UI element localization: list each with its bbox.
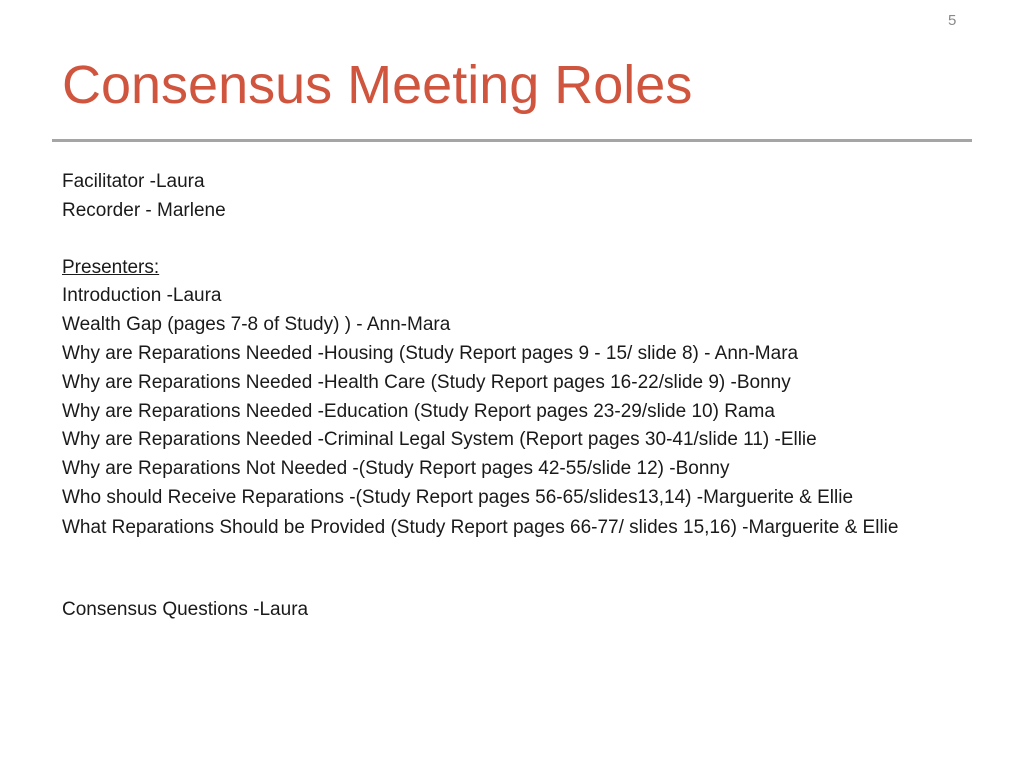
presenter-item: Why are Reparations Not Needed -(Study Report pages 42-55/slide 12) -Bonny (62, 458, 730, 480)
presenter-item: Why are Reparations Needed -Criminal Legal System (Report pages 30-41/slide 11) -Ellie (62, 429, 817, 451)
slide-title: Consensus Meeting Roles (62, 55, 693, 115)
presenters-list (62, 282, 962, 538)
presenter-item: Introduction -Laura (62, 285, 222, 307)
facilitator-line: Facilitator -Laura (62, 171, 205, 192)
presenter-item: Wealth Gap (pages 7-8 of Study) ) - Ann-Mara (62, 314, 451, 336)
slide-number: 5 (948, 12, 957, 29)
presenter-item: Who should Receive Reparations -(Study Report pages 56-65/slides13,14) -Marguerite & Ellie (62, 486, 854, 508)
presenter-item: Why are Reparations Needed -Education (Study Report pages 23-29/slide 10) Rama (62, 400, 775, 422)
spacer (62, 226, 962, 254)
recorder-line: Recorder - Marlene (62, 199, 226, 221)
spacer (62, 539, 962, 596)
consensus-questions-line: Consensus Questions -Laura (62, 598, 309, 620)
presenter-item: What Reparations Should be Provided (Study Report pages 66-77/ slides 15,16) -Marguerite & Ellie (62, 516, 899, 538)
slide-body (62, 168, 962, 625)
presenter-item: Why are Reparations Needed -Housing (Study Report pages 9 - 15/ slide 8) - Ann-Mara (62, 342, 799, 364)
presenter-item: Why are Reparations Needed -Health Care (Study Report pages 16-22/slide 9) -Bonny (62, 371, 791, 393)
presenters-heading: Presenters: (62, 256, 160, 278)
title-divider (52, 139, 972, 142)
